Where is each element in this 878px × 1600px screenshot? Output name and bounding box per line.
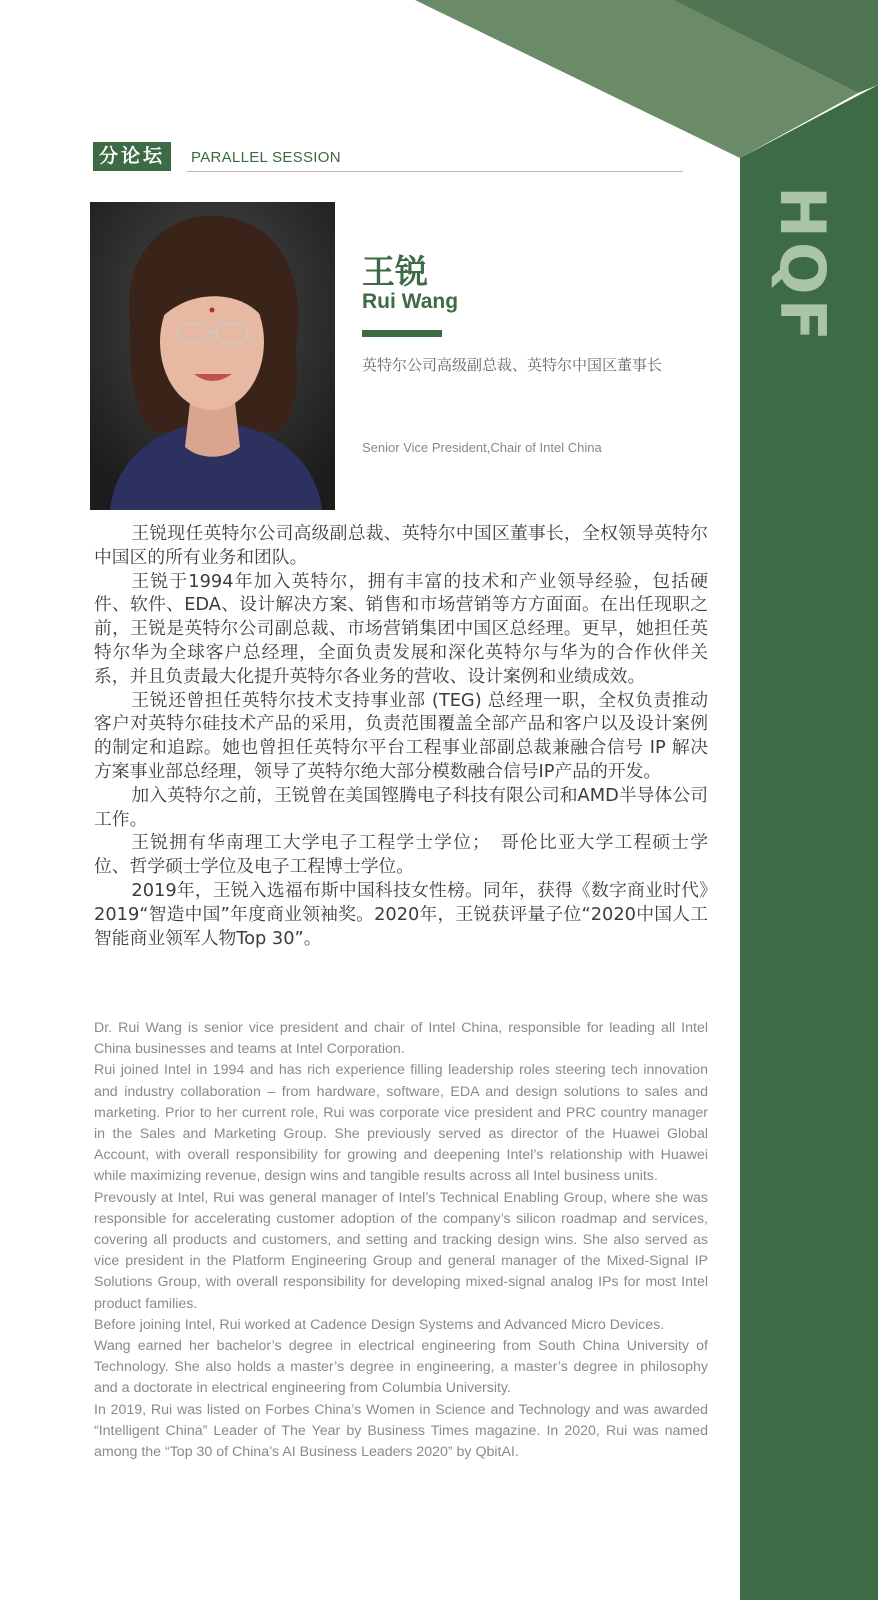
bio-cn-paragraph: 王锐现任英特尔公司高级副总裁、英特尔中国区董事长，全权领导英特尔中国区的所有业务和团队。: [94, 523, 708, 568]
speaker-name-cn: 王锐: [362, 252, 428, 291]
session-tag: 分论坛: [93, 142, 171, 171]
speaker-title-en: Senior Vice President,Chair of Intel China: [362, 440, 602, 455]
header-divider: [187, 171, 683, 172]
bio-en-paragraph: Rui joined Intel in 1994 and has rich experience filling leadership roles steering tech innovation and industry collaboration – from hardware, software, EDA and design solutions to sales and marketing. Prior to her current role, Rui was corporate vice president and PRC country manager in the Sales and Marketing Group. She previously served as director of the Huawei Global Account, with overall responsibility for growing and deepening Intel’s relationship with Huawei while maximizing revenue, design wins and tangible results across all Intel business units.: [94, 1062, 708, 1185]
bio-english: [94, 1018, 708, 1463]
bio-en-paragraph: Before joining Intel, Rui worked at Cadence Design Systems and Advanced Micro Devices.: [94, 1316, 665, 1333]
speaker-name-en: Rui Wang: [362, 290, 459, 313]
bio-en-paragraph: Wang earned her bachelor’s degree in electrical engineering from South China University of Technology. She also holds a master’s degree in engineering, a master’s degree in philosophy and a doctorate in electrical engineering from Columbia University.: [94, 1338, 708, 1397]
session-header: [93, 142, 683, 172]
bio-cn-paragraph: 2019年，王锐入选福布斯中国科技女性榜。同年，获得《数字商业时代》2019“智造中国”年度商业领袖奖。2020年，王锐获评量子位“2020中国人工智能商业领军人物Top 30”。: [94, 879, 708, 949]
bio-cn-paragraph: 加入英特尔之前，王锐曾在美国铿腾电子科技有限公司和AMD半导体公司工作。: [94, 784, 708, 830]
speaker-title-cn: 英特尔公司高级副总裁、英特尔中国区董事长: [362, 356, 663, 374]
name-underline: [362, 330, 442, 337]
bio-cn-paragraph: 王锐于1994年加入英特尔，拥有丰富的技术和产业领导经验，包括硬件、软件、EDA、设计解决方案、销售和市场营销等方方面面。在出任现职之前，王锐是英特尔公司副总裁、市场营销集团中国区总经理。更早，她担任英特尔华为全球客户总经理，全面负责发展和深化英特尔与华为的合作伙伴关系，并且负责最大化提升英特尔各业务的营收、设计案例和业绩成效。: [94, 570, 708, 687]
bio-cn-paragraph: 王锐还曾担任英特尔技术支持事业部 (TEG) 总经理一职，全权负责推动客户对英特尔硅技术产品的采用，负责范围覆盖全部产品和客户以及设计案例的制定和追踪。她也曾担任英特尔平台工程事业部副总裁兼融合信号 IP 解决方案事业部总经理，领导了英特尔绝大部分模数融合信号IP产品的开发。: [94, 689, 708, 782]
hqf-logo: [738, 186, 866, 344]
bio-chinese: [94, 522, 708, 950]
session-label: PARALLEL SESSION: [191, 149, 341, 166]
hqf-logo-text: HQF: [765, 185, 839, 345]
bio-en-paragraph: Dr. Rui Wang is senior vice president and chair of Intel China, responsible for leading all Intel China businesses and teams at Intel Corporation.: [94, 1020, 708, 1058]
bio-cn-paragraph: 王锐拥有华南理工大学电子工程学士学位； 哥伦比亚大学工程硕士学位、哲学硕士学位及电子工程博士学位。: [94, 832, 708, 878]
bio-en-paragraph: Prevously at Intel, Rui was general manager of Intel’s Technical Enabling Group, where she was responsible for accelerating customer adoption of the company’s silicon roadmap and services, covering all products and customers, and setting and tracking design wins. She also served as vice president in the Platform Engineering Group and general manager of the Mixed-Signal IP Solutions Group, with overall responsibility for developing mixed-signal analog IPs for most Intel product families.: [94, 1189, 708, 1312]
speaker-photo: [90, 202, 335, 510]
bio-en-paragraph: In 2019, Rui was listed on Forbes China’s Women in Science and Technology and was awarded “Intelligent China” Leader of The Year by Business Times magazine. In 2020, Rui was named among the “Top 30 of China’s AI Business Leaders 2020” by QbitAI.: [94, 1401, 708, 1461]
